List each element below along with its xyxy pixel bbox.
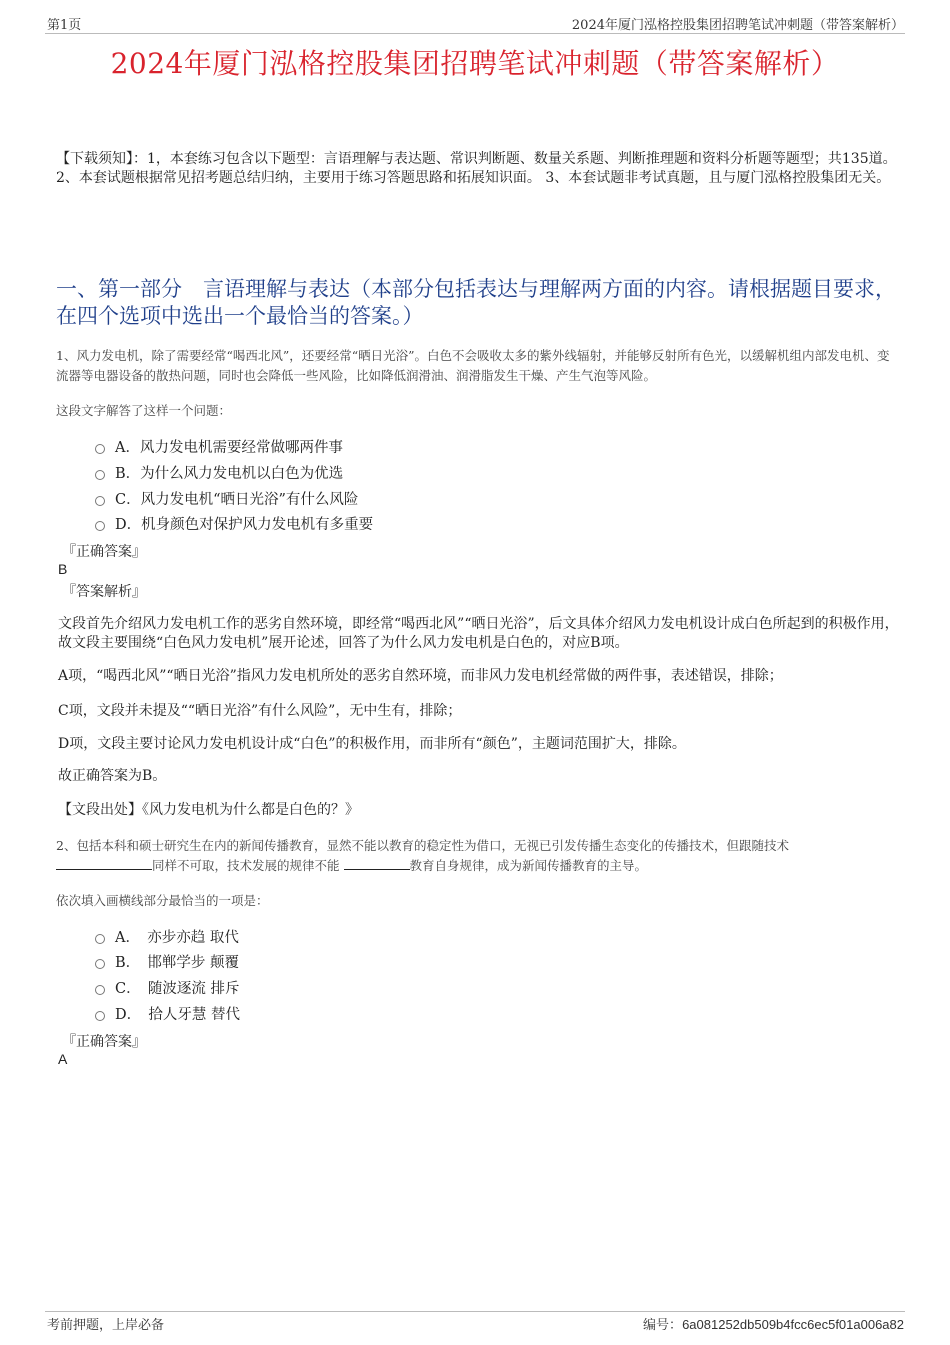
document-code-label: 编号：	[643, 1318, 683, 1333]
radio-button-icon[interactable]	[95, 1011, 105, 1021]
question-2-text-part: 同样不可取，技术发展的规律不能	[152, 858, 340, 873]
question-1-option-c[interactable]	[95, 488, 358, 509]
question-2-option-b[interactable]	[95, 951, 239, 972]
radio-button-icon[interactable]	[95, 985, 105, 995]
document-code	[643, 1314, 904, 1333]
header-doc-title: 2024年厦门泓格控股集团招聘笔试冲刺题（带答案解析）	[571, 18, 904, 33]
analysis-conclusion: 故正确答案为B。	[58, 768, 167, 784]
source-citation: 【文段出处】《风力发电机为什么都是白色的？》	[58, 802, 359, 818]
question-1-option-d[interactable]	[95, 513, 373, 534]
radio-button-icon[interactable]	[95, 959, 105, 969]
correct-answer-value: A	[58, 1051, 68, 1067]
radio-button-icon[interactable]	[95, 521, 105, 531]
question-2-prompt: 依次填入画横线部分最恰当的一项是：	[56, 893, 269, 908]
header-divider	[45, 33, 905, 34]
question-2-text	[56, 836, 902, 876]
footer-slogan: 考前押题，上岸必备	[47, 1318, 165, 1333]
correct-answer-value: B	[58, 561, 68, 577]
question-2-option-a[interactable]	[95, 926, 239, 947]
question-1-option-a[interactable]	[95, 436, 343, 457]
fill-blank	[344, 857, 410, 870]
correct-answer-label: 『正确答案』	[62, 544, 146, 560]
page-title: 2024年厦门泓格控股集团招聘笔试冲刺题（带答案解析）	[110, 47, 840, 80]
document-code-value: 6a081252db509b4fcc6ec5f01a006a82	[682, 1317, 904, 1332]
fill-blank	[56, 857, 152, 870]
question-1-option-b[interactable]	[95, 462, 343, 483]
download-notice: 【下载须知】：1，本套练习包含以下题型：言语理解与表达题、常识判断题、数量关系题、判断推理题和资料分析题等题型；共135道。 2、本套试题根据常见招考题总结归纳，主要用于练习答题思路和拓展知识面。 3、本套试题非考试真题，且与厦门泓格控股集团无关。	[56, 151, 897, 186]
radio-button-icon[interactable]	[95, 470, 105, 480]
analysis-label: 『答案解析』	[62, 584, 146, 600]
analysis-paragraph: D项，文段主要讨论风力发电机设计成“白色”的积极作用，而非所有“颜色”，主题词范围扩大，排除。	[58, 736, 686, 752]
question-1-text: 1、风力发电机，除了需要经常“喝西北风”，还要经常“晒日光浴”。白色不会吸收太多的紫外线辐射，并能够反射所有色光，以缓解机组内部发电机、变流器等电器设备的散热问题，同时也会降低一些风险，比如降低润滑油、润滑脂发生干燥、产生气泡等风险。	[56, 348, 890, 383]
question-2-option-d[interactable]	[95, 1003, 240, 1024]
option-label: A． 亦步亦趋 取代	[115, 930, 239, 946]
question-2-text-part: 教育自身规律，成为新闻传播教育的主导。	[409, 858, 648, 873]
option-label: D．机身颜色对保护风力发电机有多重要	[115, 517, 374, 533]
correct-answer-label: 『正确答案』	[62, 1034, 146, 1050]
analysis-paragraph: C项，文段并未提及““晒日光浴”有什么风险”，无中生有，排除；	[58, 703, 462, 719]
question-2-option-c[interactable]	[95, 977, 239, 998]
option-label: D． 拾人牙慧 替代	[115, 1007, 240, 1023]
question-2-text-part: 2、包括本科和硕士研究生在内的新闻传播教育，显然不能以教育的稳定性为借口，无视已引发传播生态变化的传播技术，但跟随技术	[56, 838, 789, 853]
option-label: C． 随波逐流 排斥	[115, 981, 240, 997]
radio-button-icon[interactable]	[95, 934, 105, 944]
section-heading: 一、第一部分 言语理解与表达（本部分包括表达与理解两方面的内容。请根据题目要求，在四个选项中选出一个最恰当的答案。）	[56, 277, 896, 328]
footer-divider	[45, 1311, 905, 1312]
radio-button-icon[interactable]	[95, 496, 105, 506]
option-label: B．为什么风力发电机以白色为优选	[115, 466, 344, 482]
radio-button-icon[interactable]	[95, 444, 105, 454]
question-1-prompt: 这段文字解答了这样一个问题：	[56, 403, 232, 418]
option-label: B． 邯郸学步 颠覆	[115, 955, 240, 971]
analysis-paragraph: 文段首先介绍风力发电机工作的恶劣自然环境，即经常“喝西北风”“晒日光浴”，后文具体介绍风力发电机设计成白色所起到的积极作用，故文段主要围绕“白色风力发电机”展开论述，回答了为什么风力发电机是白色的，对应B项。	[58, 616, 899, 651]
analysis-paragraph: A项，“喝西北风”“晒日光浴”指风力发电机所处的恶劣自然环境，而非风力发电机经常做的两件事，表述错误，排除；	[58, 668, 783, 684]
option-label: A．风力发电机需要经常做哪两件事	[115, 440, 343, 456]
page-number: 第1页	[47, 18, 82, 33]
option-label: C．风力发电机“晒日光浴”有什么风险	[115, 492, 359, 508]
